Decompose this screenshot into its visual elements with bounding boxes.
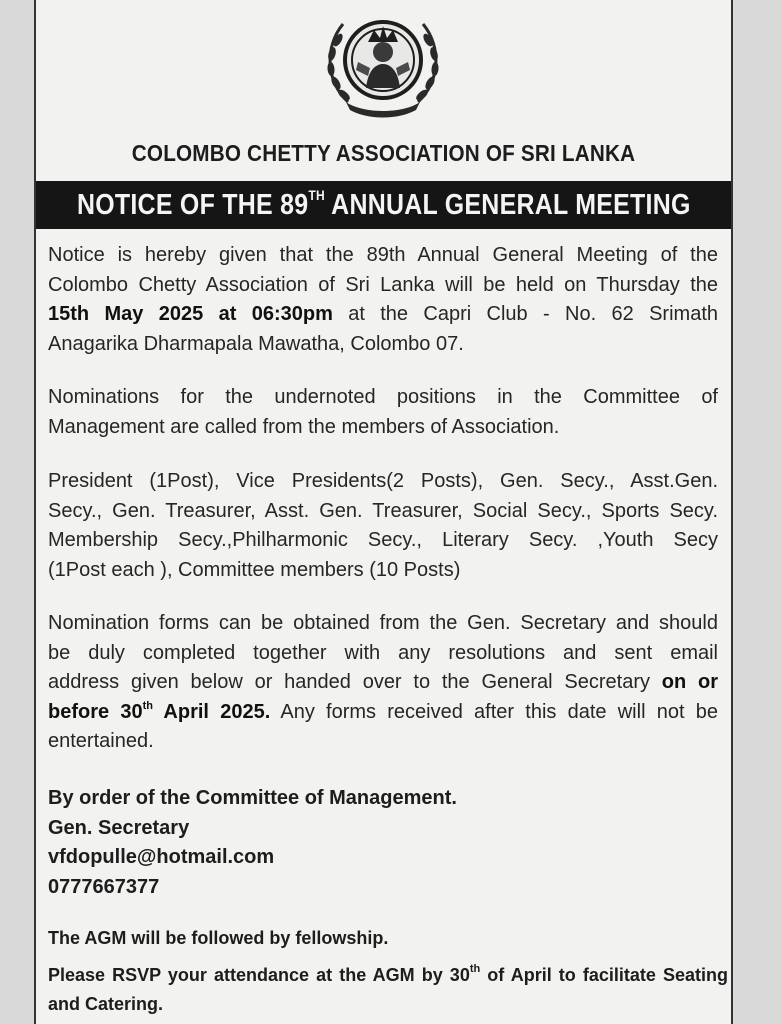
text-line: Anagarika Dharmapala Mawatha, Colombo 07. (48, 332, 464, 355)
text-line: Nomination forms can be obtained from the Gen. Secretary and should (48, 612, 718, 634)
text-line: entertained. (48, 730, 154, 752)
organization-name: COLOMBO CHETTY ASSOCIATION OF SRI LANKA (131, 140, 636, 166)
deadline-date: before 30th April 2025. (48, 699, 271, 723)
text-line: 15th May 2025 at 06:30pm at the Capri Club - No. 62 Srimath (48, 303, 718, 325)
secretary-phone: 0777667377 (48, 875, 160, 898)
text-line: Colombo Chetty Association of Sri Lanka will be held on Thursday the (48, 273, 718, 296)
notice-page (34, 0, 733, 1024)
text-line: and Catering. (48, 994, 164, 1014)
nomination-forms-paragraph (48, 609, 718, 757)
meeting-date-time: 15th May 2025 at 06:30pm (48, 303, 333, 325)
text-line: President (1Post), Vice Presidents(2 Posts), Gen. Secy., Asst.Gen. (48, 470, 718, 492)
secretary-title: Gen. Secretary (48, 816, 190, 839)
text-line: Management are called from the members of Association. (48, 415, 560, 438)
rsvp-note (48, 961, 728, 1019)
order-line: By order of the Committee of Management. (48, 787, 457, 809)
text-line: Nominations for the undernoted positions in the Committee of (48, 386, 718, 408)
text-line: be duly completed together with any resolutions and sent email (48, 641, 718, 664)
text-line: Secy., Gen. Treasurer, Asst. Gen. Treasurer, Social Secy., Sports Secy. (48, 499, 718, 522)
text-line: address given below or handed over to the General Secretary on or (48, 671, 718, 693)
signature-block (48, 784, 457, 902)
text-line: before 30th April 2025. Any forms received after this date will not be (48, 699, 718, 723)
notice-title-banner (36, 181, 731, 229)
nominations-paragraph (48, 383, 718, 442)
text-line: (1Post each ), Committee members (10 Posts) (48, 558, 461, 581)
secretary-email: vfdopulle@hotmail.com (48, 846, 275, 868)
meeting-details-paragraph (48, 241, 718, 359)
notice-title: NOTICE OF THE 89TH ANNUAL GENERAL MEETING (76, 186, 691, 221)
text-line: Notice is hereby given that the 89th Annual General Meeting of the (48, 244, 718, 266)
positions-paragraph (48, 467, 718, 585)
fellowship-note: The AGM will be followed by fellowship. (48, 928, 389, 948)
association-crest-icon (308, 2, 458, 122)
text-line: Please RSVP your attendance at the AGM by 30th of April to facilitate Seating (48, 963, 729, 985)
text-line: Membership Secy.,Philharmonic Secy., Literary Secy. ,Youth Secy (48, 529, 718, 551)
